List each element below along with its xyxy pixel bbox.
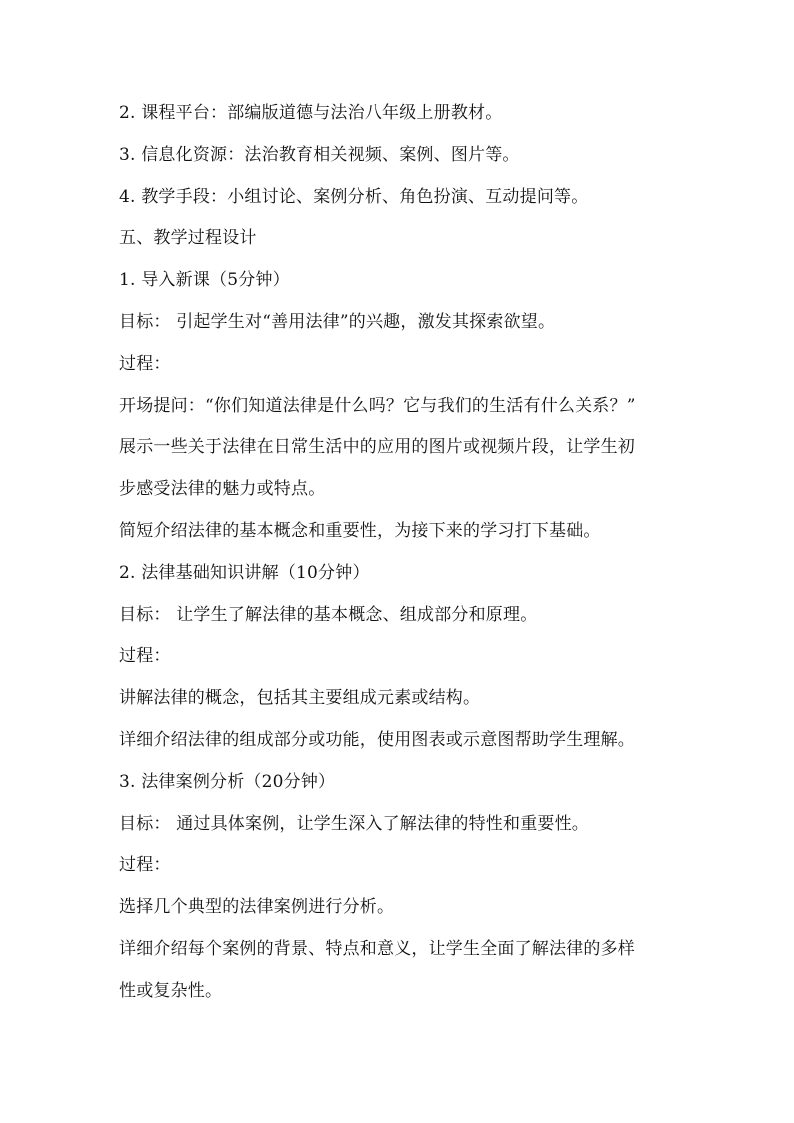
text-line: 过程： xyxy=(119,855,171,876)
step-heading: 2. 法律基础知识讲解（10分钟） xyxy=(119,562,370,583)
text-line: 性或复杂性。 xyxy=(119,980,223,1001)
text-line: 过程： xyxy=(119,646,171,667)
text-line: 步感受法律的魅力或特点。 xyxy=(119,479,326,500)
text-line: 选择几个典型的法律案例进行分析。 xyxy=(119,897,395,918)
text-line: 目标： 通过具体案例，让学生深入了解法律的特性和重要性。 xyxy=(119,813,590,834)
section-heading: 五、教学过程设计 xyxy=(119,228,257,249)
text-line: 2. 课程平台：部编版道德与法治八年级上册教材。 xyxy=(119,103,503,123)
text-line: 过程： xyxy=(119,353,171,374)
text-line: 讲解法律的概念，包括其主要组成元素或结构。 xyxy=(119,688,481,709)
text-line: 开场提问：“你们知道法律是什么吗？它与我们的生活有什么关系？” xyxy=(119,395,636,416)
document-body xyxy=(119,103,719,1023)
text-line: 展示一些关于法律在日常生活中的应用的图片或视频片段，让学生初 xyxy=(119,437,635,458)
text-line: 详细介绍每个案例的背景、特点和意义，让学生全面了解法律的多样 xyxy=(119,938,635,959)
text-line: 目标： 让学生了解法律的基本概念、组成部分和原理。 xyxy=(119,604,538,625)
text-line: 目标： 引起学生对“善用法律”的兴趣，激发其探索欲望。 xyxy=(119,311,556,332)
text-line: 3. 信息化资源：法治教育相关视频、案例、图片等。 xyxy=(119,144,520,165)
step-heading: 3. 法律案例分析（20分钟） xyxy=(119,771,336,792)
step-heading: 1. 导入新课（5分钟） xyxy=(119,270,290,291)
text-line: 简短介绍法律的基本概念和重要性，为接下来的学习打下基础。 xyxy=(119,520,601,541)
text-line: 4. 教学手段：小组讨论、案例分析、角色扮演、互动提问等。 xyxy=(119,186,589,207)
text-line: 详细介绍法律的组成部分或功能，使用图表或示意图帮助学生理解。 xyxy=(119,729,635,750)
